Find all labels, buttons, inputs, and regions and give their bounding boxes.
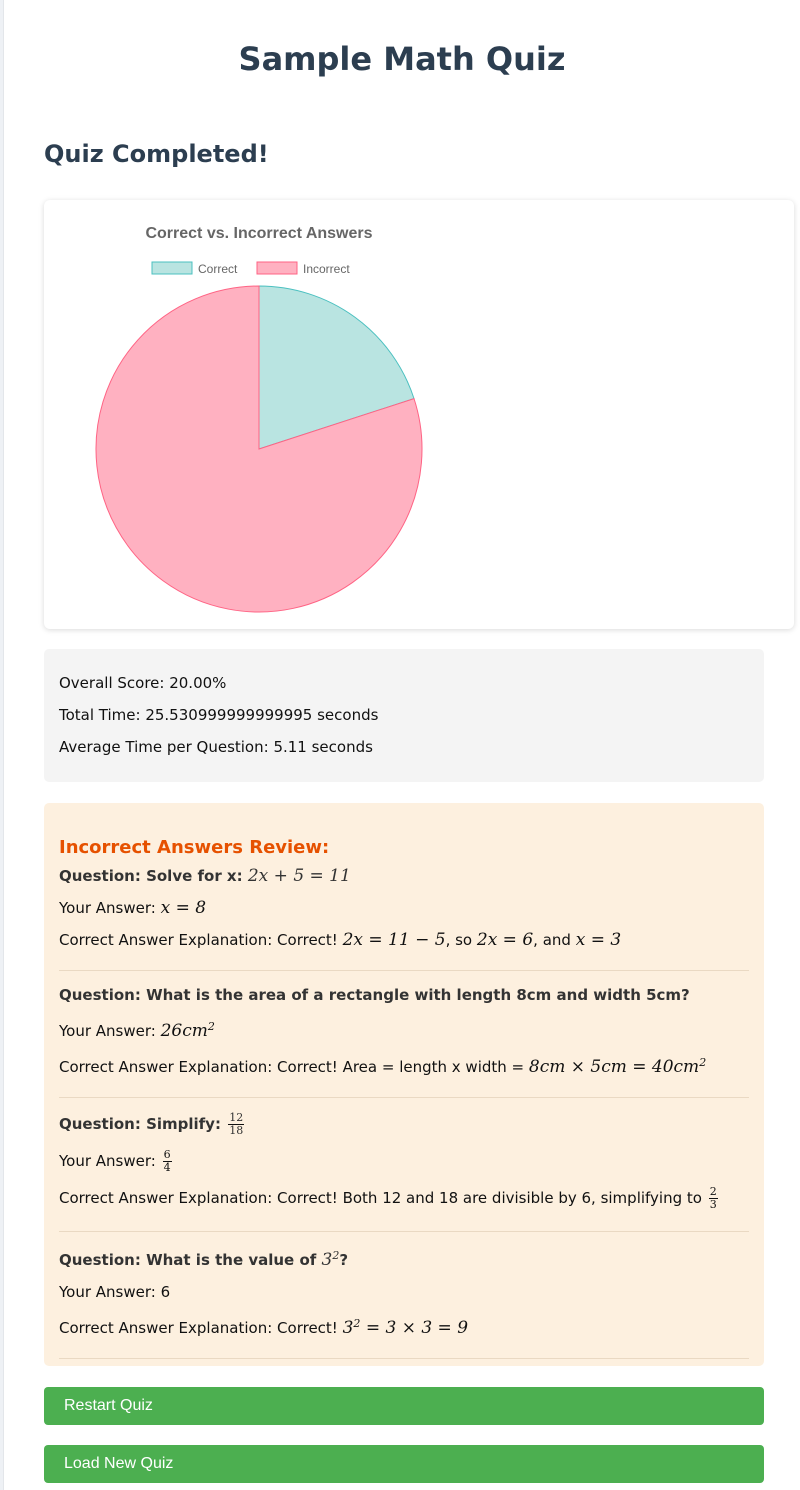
review-question: Question: Solve for x: 2x + 5 = 11 [59,866,351,886]
total-time: Total Time: 25.530999999999995 seconds [59,706,379,724]
average-time: Average Time per Question: 5.11 seconds [59,738,373,756]
chart-title: Correct vs. Incorrect Answers [145,225,373,242]
legend-swatch-correct[interactable] [152,262,192,274]
score-summary [44,649,764,782]
review-item [59,1112,749,1232]
incorrect-answers-review [44,803,764,1366]
review-question: Question: Simplify: $\frac{12}{18}$ [59,1111,244,1137]
fraction: $\frac{2}{3}$ [709,1185,717,1211]
legend-swatch-incorrect[interactable] [257,262,297,274]
review-question: Question: What is the area of a rectangle with length 8cm and width 5cm? [59,986,690,1004]
review-question: Question: What is the value of $3^2$? [59,1249,349,1270]
restart-quiz-button[interactable]: Restart Quiz [44,1387,764,1425]
review-explanation: Correct Answer Explanation: Correct! Both 12 and 18 are divisible by 6, simplifying to $\frac{2}{3}$ [59,1185,717,1211]
review-explanation: Correct Answer Explanation: Correct! Area = length x width = $8cm \times 5cm = 40cm^2$ [59,1056,707,1077]
review-your-answer: Your Answer: $\frac{6}{4}$ [59,1148,171,1174]
review-explanation: Correct Answer Explanation: Correct! 2x = 11 − 5, so 2x = 6, and x = 3 [59,930,622,950]
legend-label-incorrect[interactable]: Incorrect [303,262,350,276]
load-new-quiz-button[interactable]: Load New Quiz [44,1445,764,1483]
review-your-answer: Your Answer: x = 8 [59,898,207,918]
review-title: Incorrect Answers Review: [59,837,330,858]
review-item [59,1246,749,1359]
quiz-completed-heading: Quiz Completed! [44,140,269,168]
review-item [59,985,749,1098]
pie-chart [44,200,794,629]
pie-slices [96,286,422,612]
review-item [59,866,749,971]
legend-label-correct[interactable]: Correct [198,262,238,276]
quiz-page [3,0,800,1490]
chart-legend [152,262,350,276]
overall-score: Overall Score: 20.00% [59,674,227,692]
fraction: $\frac{6}{4}$ [163,1148,171,1174]
review-your-answer: Your Answer: 6 [59,1283,171,1301]
review-your-answer: Your Answer: $26cm^2$ [59,1020,215,1041]
review-explanation: Correct Answer Explanation: Correct! $3^2 = 3 \times 3 = 9$ [59,1317,469,1338]
fraction: $\frac{12}{18}$ [229,1111,244,1137]
page-title: Sample Math Quiz [238,40,566,78]
results-chart-card [44,200,794,629]
